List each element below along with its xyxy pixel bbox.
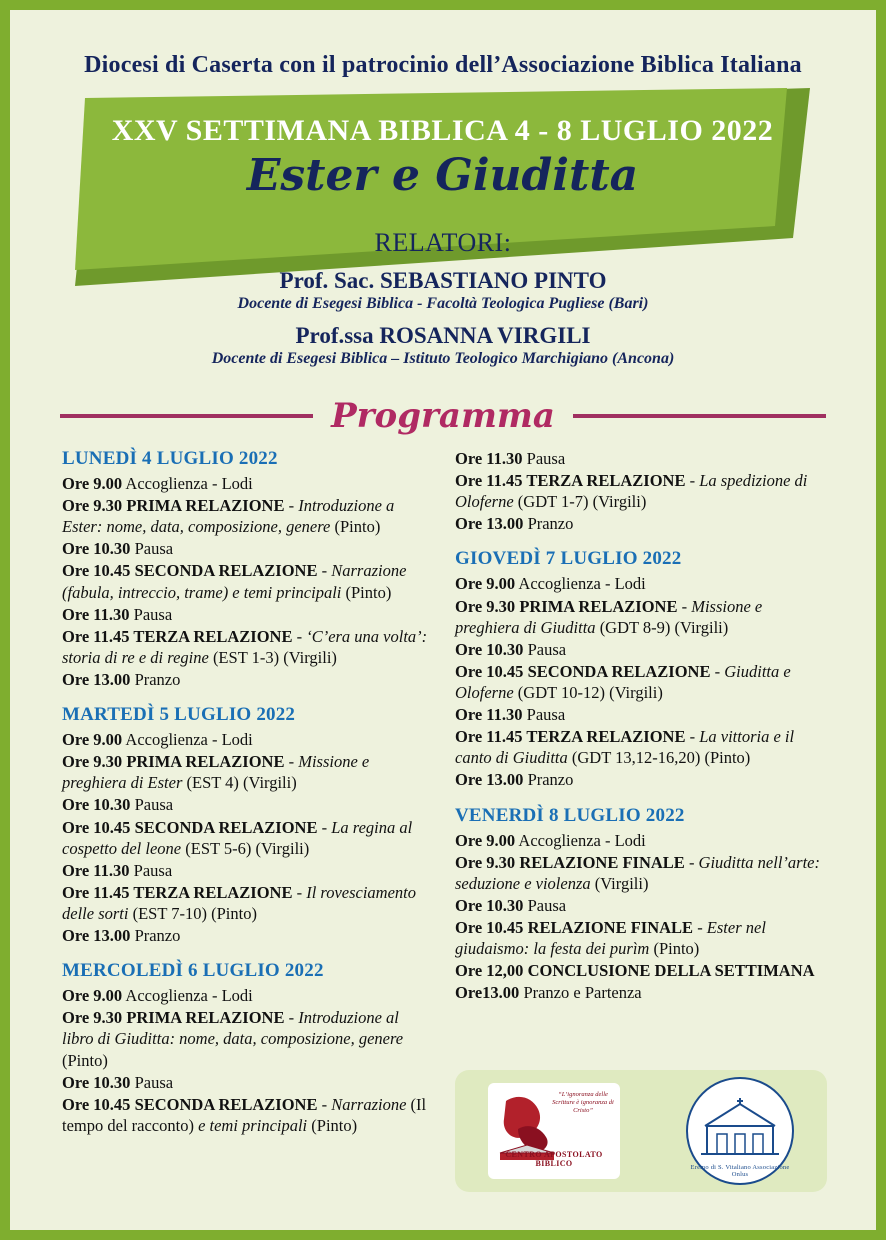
schedule-time: Ore 11.30 bbox=[455, 705, 523, 725]
schedule-line bbox=[455, 639, 827, 660]
schedule-time: Ore 10.30 bbox=[62, 539, 131, 559]
schedule-session-detail: (Pinto) bbox=[341, 582, 392, 602]
schedule-line bbox=[455, 661, 827, 703]
schedule-line bbox=[62, 1094, 434, 1136]
day-block-venerdi bbox=[455, 805, 827, 1004]
schedule-time: Ore 12,00 bbox=[455, 961, 524, 981]
schedule-line bbox=[455, 513, 827, 534]
schedule-time: Ore 11.45 bbox=[62, 626, 130, 646]
schedule-line bbox=[62, 794, 434, 815]
eremo-san-vitaliano-logo-icon bbox=[686, 1077, 794, 1185]
day-title-mercoledi: MERCOLEDÌ 6 LUGLIO 2022 bbox=[62, 960, 324, 982]
schedule-time: Ore 10.30 bbox=[455, 639, 524, 659]
schedule-session-detail: Accoglienza - Lodi bbox=[515, 830, 646, 850]
schedule-session-topic: - Narrazione bbox=[317, 1094, 407, 1114]
schedule-session-label: PRIMA RELAZIONE bbox=[122, 752, 285, 772]
schedule-time: Ore 10.45 bbox=[62, 1094, 131, 1114]
day-block-lunedi bbox=[62, 448, 434, 690]
schedule-session-label: CONCLUSIONE DELLA SETTIMANA bbox=[523, 961, 815, 981]
schedule-time: Ore 10.45 bbox=[62, 817, 131, 837]
schedule-time: Ore 10.30 bbox=[62, 1072, 131, 1092]
schedule-session-detail: Pausa bbox=[129, 860, 173, 880]
speaker-1-name: Prof. Sac. SEBASTIANO PINTO bbox=[279, 268, 607, 293]
banner-line-2: Ester e Giuditta bbox=[246, 150, 639, 201]
schedule-time: Ore 10.45 bbox=[455, 661, 524, 681]
schedule-time: Ore 10.30 bbox=[455, 895, 524, 915]
schedule-line bbox=[62, 560, 434, 602]
schedule-session-topic: - ‘C’era una volta’: storia di re e di regine bbox=[62, 626, 428, 667]
schedule-time: Ore 11.45 bbox=[62, 882, 130, 902]
schedule-line bbox=[62, 985, 434, 1006]
schedule-line bbox=[455, 852, 827, 894]
schedule-line bbox=[62, 604, 434, 625]
schedule-line bbox=[455, 448, 827, 469]
schedule-line bbox=[455, 960, 827, 981]
schedule-column-right bbox=[455, 448, 827, 1017]
schedule-line bbox=[455, 895, 827, 916]
schedule-session-detail: Pausa bbox=[130, 795, 174, 815]
schedule-column-left bbox=[62, 448, 434, 1150]
schedule-line bbox=[62, 860, 434, 881]
schedule-time: Ore 9.30 bbox=[62, 752, 123, 772]
schedule-session-detail: (EST 4) (Virgili) bbox=[182, 773, 297, 793]
schedule-session-topic: - Introduzione a Ester: nome, data, composizione, genere bbox=[62, 496, 395, 537]
schedule-session-topic: - La spedizione di Oloferne bbox=[455, 471, 808, 512]
schedule-session-topic: - La vittoria e il canto di Giuditta bbox=[455, 727, 795, 768]
schedule-session-detail: Pranzo bbox=[130, 669, 181, 689]
schedule-session-detail: (GDT 13,12-16,20) (Pinto) bbox=[567, 748, 751, 768]
schedule-time: Ore 10.30 bbox=[62, 795, 131, 815]
schedule-line bbox=[455, 982, 827, 1003]
schedule-session-label: SECONDA RELAZIONE bbox=[130, 817, 318, 837]
schedule-session-label: SECONDA RELAZIONE bbox=[523, 661, 711, 681]
programme-heading-row bbox=[60, 392, 826, 440]
schedule-line bbox=[62, 925, 434, 946]
schedule-line bbox=[62, 882, 434, 924]
speaker-2-affiliation: Docente di Esegesi Biblica – Istituto Teologico Marchigiano (Ancona) bbox=[211, 350, 675, 367]
schedule-line bbox=[62, 495, 434, 537]
schedule-time: Ore 13.00 bbox=[455, 770, 524, 790]
schedule-line bbox=[62, 1007, 434, 1070]
schedule-session-topic: - Giuditta e Oloferne bbox=[455, 661, 791, 702]
day-block-mercoledi bbox=[62, 960, 434, 1136]
diocese-line: Diocesi di Caserta con il patrocinio dell’Associazione Biblica Italiana bbox=[84, 52, 802, 78]
schedule-session-detail: Pausa bbox=[523, 639, 567, 659]
schedule-session-detail: Pausa bbox=[130, 539, 174, 559]
schedule-session-detail-2: (Pinto) bbox=[307, 1115, 358, 1135]
schedule-session-topic: - La regina al cospetto del leone bbox=[62, 817, 413, 858]
schedule-session-detail: (Virgili) bbox=[590, 873, 649, 893]
schedule-time: Ore 9.00 bbox=[62, 730, 123, 750]
schedule-session-detail: Pranzo bbox=[523, 514, 574, 534]
schedule-time: Ore 10.45 bbox=[455, 917, 524, 937]
schedule-session-topic: - Giuditta nell’arte: seduzione e violenza bbox=[455, 852, 820, 893]
schedule-session-label: TERZA RELAZIONE bbox=[522, 471, 686, 491]
schedule-session-detail: (Pinto) bbox=[649, 939, 700, 959]
schedule-session-detail: (Pinto) bbox=[62, 1050, 108, 1070]
schedule-line bbox=[62, 751, 434, 793]
schedule-line bbox=[455, 917, 827, 959]
schedule-session-topic: - Narrazione (fabula, intreccio, trame) e temi principali bbox=[62, 561, 407, 602]
schedule-session-detail: Pausa bbox=[522, 705, 566, 725]
schedule-time: Ore 11.45 bbox=[455, 471, 523, 491]
schedule-line bbox=[62, 473, 434, 494]
day-title-martedi: MARTEDÌ 5 LUGLIO 2022 bbox=[62, 704, 296, 726]
cab-quote: “L’ignoranza delle Scritture è ignoranza di Cristo” bbox=[552, 1091, 614, 1115]
schedule-time: Ore 9.00 bbox=[62, 986, 123, 1006]
rule-right bbox=[573, 414, 826, 418]
schedule-session-label: PRIMA RELAZIONE bbox=[515, 596, 678, 616]
speakers-section bbox=[0, 228, 886, 368]
schedule-line bbox=[62, 729, 434, 750]
speakers-heading: RELATORI: bbox=[374, 228, 512, 257]
schedule-session-detail: Pranzo e Partenza bbox=[519, 983, 642, 1003]
church-building-icon bbox=[697, 1096, 783, 1166]
schedule-line bbox=[455, 726, 827, 768]
schedule-time: Ore 9.30 bbox=[62, 496, 123, 516]
schedule-time: Ore 9.30 bbox=[62, 1008, 123, 1028]
bottom-border bbox=[0, 1230, 886, 1240]
schedule-line bbox=[62, 538, 434, 559]
schedule-line bbox=[62, 817, 434, 859]
schedule-session-label: TERZA RELAZIONE bbox=[129, 882, 293, 902]
schedule-line bbox=[455, 769, 827, 790]
schedule-session-topic: - Il rovesciamento delle sorti bbox=[62, 882, 417, 923]
schedule-session-detail: Pranzo bbox=[523, 770, 574, 790]
schedule-session-label: RELAZIONE FINALE bbox=[515, 852, 685, 872]
schedule-session-detail: (GDT 1-7) (Virgili) bbox=[513, 492, 647, 512]
schedule-time: Ore 11.30 bbox=[62, 604, 130, 624]
cab-name: CENTRO APOSTOLATO BIBLICO bbox=[505, 1149, 603, 1169]
schedule-line bbox=[62, 626, 434, 668]
schedule-line bbox=[455, 573, 827, 594]
schedule-session-topic: - Introduzione al libro di Giuditta: nome, data, composizione, genere bbox=[62, 1008, 404, 1049]
top-border bbox=[0, 0, 886, 10]
schedule-time: Ore 13.00 bbox=[62, 926, 131, 946]
schedule-session-label: RELAZIONE FINALE bbox=[523, 917, 694, 937]
day-title-giovedi: GIOVEDÌ 7 LUGLIO 2022 bbox=[455, 548, 682, 570]
schedule-session-detail: Pausa bbox=[129, 604, 173, 624]
schedule-session-topic: - Missione e preghiera di Ester bbox=[62, 752, 370, 793]
schedule-session-detail: Accoglienza - Lodi bbox=[122, 730, 253, 750]
schedule-session-detail: Accoglienza - Lodi bbox=[122, 986, 253, 1006]
schedule-session-detail: (Pinto) bbox=[330, 517, 381, 537]
schedule-session-topic-2: e temi principali bbox=[193, 1115, 308, 1135]
schedule-time: Ore 10.45 bbox=[62, 561, 131, 581]
schedule-session-detail: Pausa bbox=[523, 895, 567, 915]
schedule-line bbox=[455, 704, 827, 725]
schedule-line bbox=[62, 669, 434, 690]
schedule-time: Ore 13.00 bbox=[62, 669, 131, 689]
day-block-mercoledi-cont bbox=[455, 448, 827, 534]
schedule-time: Ore 11.45 bbox=[455, 727, 523, 747]
day-title-lunedi: LUNEDÌ 4 LUGLIO 2022 bbox=[62, 448, 278, 469]
schedule-session-detail: (GDT 10-12) (Virgili) bbox=[513, 682, 663, 702]
eremo-ring-text: Eremo di S. Vitaliano Associazione Onlus bbox=[690, 1164, 790, 1178]
speaker-2-name: Prof.ssa ROSANNA VIRGILI bbox=[295, 323, 591, 348]
schedule-session-detail: (Il tempo del racconto) bbox=[62, 1094, 427, 1135]
schedule-session-label: PRIMA RELAZIONE bbox=[122, 1008, 285, 1028]
schedule-time: Ore 11.30 bbox=[62, 860, 130, 880]
schedule-session-detail: Pranzo bbox=[130, 926, 181, 946]
centro-apostolato-biblico-logo-icon bbox=[488, 1083, 620, 1179]
schedule-line bbox=[455, 596, 827, 638]
schedule-session-label: TERZA RELAZIONE bbox=[522, 727, 686, 747]
schedule-line bbox=[62, 1072, 434, 1093]
schedule-time: Ore 9.00 bbox=[455, 574, 516, 594]
schedule-session-detail: Pausa bbox=[522, 449, 566, 468]
schedule-time: Ore 9.00 bbox=[455, 830, 516, 850]
day-block-giovedi bbox=[455, 548, 827, 790]
schedule-session-label: TERZA RELAZIONE bbox=[129, 626, 293, 646]
schedule-session-topic: - Missione e preghiera di Giuditta bbox=[455, 596, 763, 637]
logos-box bbox=[455, 1070, 827, 1192]
schedule-line bbox=[455, 830, 827, 851]
schedule-time: Ore 9.30 bbox=[455, 852, 516, 872]
schedule-time: Ore13.00 bbox=[455, 983, 520, 1003]
schedule-time: Ore 9.30 bbox=[455, 596, 516, 616]
schedule-time: Ore 11.30 bbox=[455, 449, 523, 468]
schedule-time: Ore 9.00 bbox=[62, 474, 123, 493]
banner-line-1: XXV SETTIMANA BIBLICA 4 - 8 LUGLIO 2022 bbox=[111, 114, 774, 147]
schedule-session-label: SECONDA RELAZIONE bbox=[130, 561, 318, 581]
day-title-venerdi: VENERDÌ 8 LUGLIO 2022 bbox=[455, 804, 685, 826]
schedule-session-label: SECONDA RELAZIONE bbox=[130, 1094, 318, 1114]
schedule-session-topic: - Ester nel giudaismo: la festa dei purìm bbox=[455, 917, 766, 959]
schedule-session-detail: Accoglienza - Lodi bbox=[122, 474, 253, 493]
schedule-session-detail: (EST 1-3) (Virgili) bbox=[208, 647, 337, 667]
rule-left bbox=[60, 414, 313, 418]
schedule-line bbox=[455, 470, 827, 512]
schedule-session-detail: Pausa bbox=[130, 1072, 174, 1092]
programme-title: Programma bbox=[331, 396, 555, 436]
schedule-session-detail: Accoglienza - Lodi bbox=[515, 574, 646, 594]
schedule-session-detail: (EST 7-10) (Pinto) bbox=[128, 903, 257, 923]
schedule-session-label: PRIMA RELAZIONE bbox=[122, 496, 285, 516]
schedule-session-detail: (EST 5-6) (Virgili) bbox=[181, 838, 310, 858]
schedule-session-detail: (GDT 8-9) (Virgili) bbox=[595, 617, 729, 637]
day-block-martedi bbox=[62, 704, 434, 946]
schedule-time: Ore 13.00 bbox=[455, 514, 524, 534]
speaker-1-affiliation: Docente di Esegesi Biblica - Facoltà Teologica Pugliese (Bari) bbox=[237, 295, 649, 312]
